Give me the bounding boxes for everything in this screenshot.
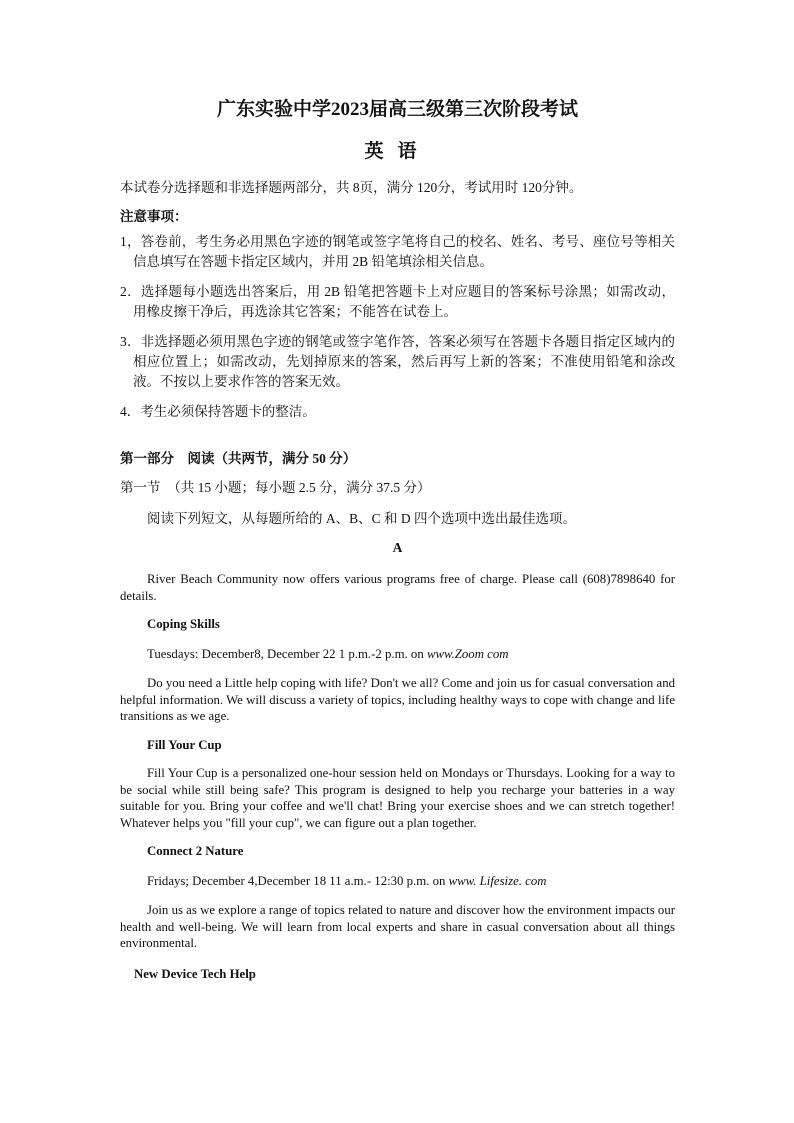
schedule-text: Tuesdays: December8, December 22 1 p.m.-2 p.m. on [147, 646, 427, 661]
program-schedule [120, 873, 675, 890]
program-heading: Connect 2 Nature [147, 844, 244, 858]
exam-page [120, 96, 675, 982]
program-heading: New Device Tech Help [134, 966, 256, 981]
section-heading: 第一节 （共 15 小题；每小题 2.5 分，满分 37.5 分） [120, 480, 431, 495]
notice-item: 1，答卷前，考生务必用黑色字迹的钢笔或签字笔将自己的校名、姓名、考号、座位号等相关信息填写在答题卡指定区域内，并用 2B 铅笔填涂相关信息。 [120, 234, 675, 269]
passage-intro: River Beach Community now offers various programs free of charge. Please call (608)7898640 for details. [120, 572, 675, 603]
exam-title: 广东实验中学2023届高三级第三次阶段考试 [216, 99, 578, 120]
subject-title: 英语 [364, 141, 431, 162]
notice-item: 3．非选择题必须用黑色字迹的钢笔或签字笔作答，答案必须写在答题卡各题目指定区域内的相应位置上；如需改动，先划掉原来的答案，然后再写上新的答案；不准使用铅笔和涂改液。不按以上要求作答的答案无效。 [120, 334, 675, 389]
program-description: Fill Your Cup is a personalized one-hour session held on Mondays or Thursdays. Looking for a way to be social while still being safe? This program is designed to help you recharge your batteries in a way suitable for you. Bring your coffee and we'll chat! Bring your exercise shoes and we can stretch together! Whatever helps you "fill your cup", we can figure out a plan together. [120, 766, 675, 830]
notice-item: 2．选择题每小题选出答案后，用 2B 铅笔把答题卡上对应题目的答案标号涂黑；如需改动，用橡皮擦干净后，再选涂其它答案；不能答在试卷上。 [120, 284, 675, 319]
exam-intro: 本试卷分选择题和非选择题两部分，共 8页，满分 120分，考试用时 120分钟。 [120, 180, 583, 195]
passage-letter: A [392, 540, 403, 555]
schedule-site: www.Zoom com [426, 646, 509, 661]
schedule-site: www. Lifesize. com [448, 873, 547, 888]
program-description: Join us as we explore a range of topics related to nature and discover how the environment impacts our health and well-being. We will learn from local experts and share in casual conversation about all things environmental. [120, 903, 675, 950]
program-heading: Coping Skills [147, 617, 220, 631]
schedule-text: Fridays; December 4,December 18 11 a.m.- 12:30 p.m. on [147, 873, 449, 888]
section-instruction: 阅读下列短文，从每题所给的 A、B、C 和 D 四个选项中选出最佳选项。 [147, 511, 577, 526]
program-description: Do you need a Little help coping with life? Don't we all? Come and join us for casual conversation and helpful information. We will discuss a variety of topics, including healthy ways to cope with change and life transitions as we age. [120, 676, 675, 723]
program-heading: Fill Your Cup [147, 737, 222, 752]
notice-heading: 注意事项： [120, 209, 188, 224]
program-schedule [120, 646, 675, 663]
notice-item: 4．考生必须保持答题卡的整洁。 [120, 404, 316, 419]
part-heading: 第一部分 阅读（共两节，满分 50 分） [120, 451, 357, 466]
notice-list [120, 232, 675, 422]
